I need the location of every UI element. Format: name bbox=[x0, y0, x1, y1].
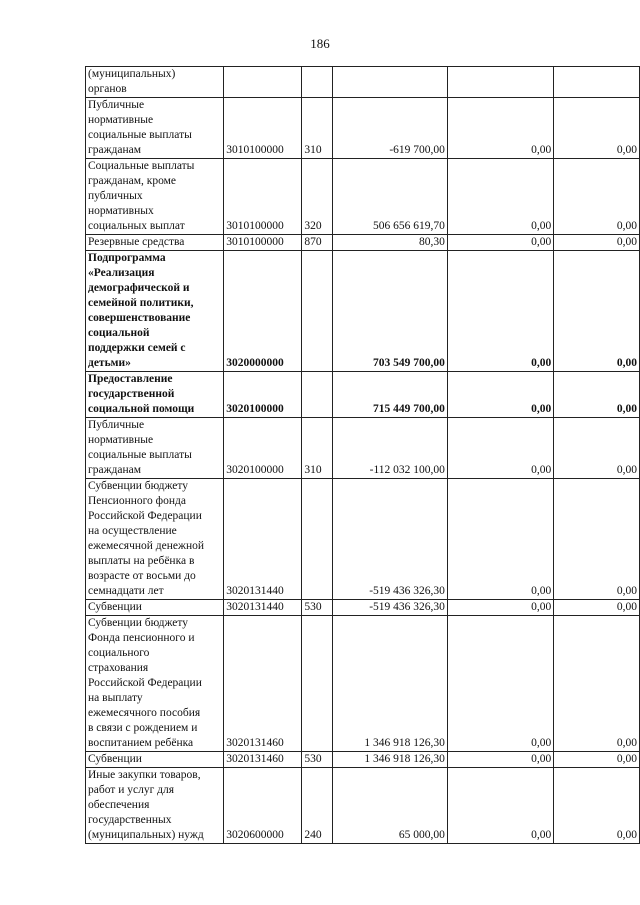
table-row bbox=[86, 67, 640, 98]
row-name-cell: Субвенции бюджету Фонда пенсионного и социального страхования Российской Федерации на выплату ежемесячного пособия в связи с рождением и воспитанием ребёнка bbox=[86, 616, 224, 752]
row-target-code-cell: 3010100000 bbox=[224, 98, 302, 159]
row-target-code-cell: 3020100000 bbox=[224, 418, 302, 479]
table-row bbox=[86, 98, 640, 159]
table-row bbox=[86, 372, 640, 418]
table-row bbox=[86, 752, 640, 768]
table-row bbox=[86, 251, 640, 372]
row-amount-cell: 80,30 bbox=[333, 235, 448, 251]
row-expense-kind-cell bbox=[302, 616, 333, 752]
row-second-year-cell: 0,00 bbox=[447, 768, 553, 844]
table-row bbox=[86, 159, 640, 235]
row-expense-kind-cell: 530 bbox=[302, 600, 333, 616]
row-amount-cell: 506 656 619,70 bbox=[333, 159, 448, 235]
table-row bbox=[86, 235, 640, 251]
row-amount-cell: 1 346 918 126,30 bbox=[333, 616, 448, 752]
row-amount-cell: 65 000,00 bbox=[333, 768, 448, 844]
row-expense-kind-cell: 320 bbox=[302, 159, 333, 235]
row-expense-kind-cell bbox=[302, 67, 333, 98]
row-third-year-cell bbox=[554, 67, 640, 98]
row-amount-cell bbox=[333, 67, 448, 98]
row-third-year-cell: 0,00 bbox=[554, 752, 640, 768]
row-amount-cell: 1 346 918 126,30 bbox=[333, 752, 448, 768]
row-name-cell: Предоставление государственной социальной помощи bbox=[86, 372, 224, 418]
row-target-code-cell: 3020131440 bbox=[224, 600, 302, 616]
table-row bbox=[86, 418, 640, 479]
table-row bbox=[86, 768, 640, 844]
row-third-year-cell: 0,00 bbox=[554, 616, 640, 752]
row-expense-kind-cell: 310 bbox=[302, 98, 333, 159]
row-third-year-cell: 0,00 bbox=[554, 418, 640, 479]
table-row bbox=[86, 600, 640, 616]
row-third-year-cell: 0,00 bbox=[554, 159, 640, 235]
row-second-year-cell: 0,00 bbox=[447, 479, 553, 600]
row-target-code-cell bbox=[224, 67, 302, 98]
row-second-year-cell: 0,00 bbox=[447, 98, 553, 159]
row-second-year-cell: 0,00 bbox=[447, 752, 553, 768]
row-third-year-cell: 0,00 bbox=[554, 479, 640, 600]
row-second-year-cell: 0,00 bbox=[447, 418, 553, 479]
row-third-year-cell: 0,00 bbox=[554, 372, 640, 418]
budget-table bbox=[85, 66, 640, 844]
row-third-year-cell: 0,00 bbox=[554, 251, 640, 372]
row-second-year-cell: 0,00 bbox=[447, 159, 553, 235]
row-name-cell: Подпрограмма «Реализация демографической и семейной политики, совершенствование социальной поддержки семей с детьми» bbox=[86, 251, 224, 372]
page-number: 186 bbox=[310, 36, 330, 51]
row-amount-cell: -112 032 100,00 bbox=[333, 418, 448, 479]
row-third-year-cell: 0,00 bbox=[554, 98, 640, 159]
row-target-code-cell: 3020000000 bbox=[224, 251, 302, 372]
table-row bbox=[86, 479, 640, 600]
row-name-cell: Публичные нормативные социальные выплаты гражданам bbox=[86, 98, 224, 159]
row-target-code-cell: 3010100000 bbox=[224, 235, 302, 251]
row-second-year-cell: 0,00 bbox=[447, 616, 553, 752]
row-third-year-cell: 0,00 bbox=[554, 768, 640, 844]
row-target-code-cell: 3010100000 bbox=[224, 159, 302, 235]
row-second-year-cell: 0,00 bbox=[447, 251, 553, 372]
row-target-code-cell: 3020100000 bbox=[224, 372, 302, 418]
row-amount-cell: -519 436 326,30 bbox=[333, 479, 448, 600]
row-expense-kind-cell: 240 bbox=[302, 768, 333, 844]
row-second-year-cell: 0,00 bbox=[447, 372, 553, 418]
row-name-cell: Резервные средства bbox=[86, 235, 224, 251]
row-expense-kind-cell: 310 bbox=[302, 418, 333, 479]
row-name-cell: Социальные выплаты гражданам, кроме публичных нормативных социальных выплат bbox=[86, 159, 224, 235]
row-target-code-cell: 3020131460 bbox=[224, 752, 302, 768]
row-expense-kind-cell bbox=[302, 251, 333, 372]
row-target-code-cell: 3020600000 bbox=[224, 768, 302, 844]
row-second-year-cell bbox=[447, 67, 553, 98]
row-name-cell: Публичные нормативные социальные выплаты гражданам bbox=[86, 418, 224, 479]
row-expense-kind-cell: 530 bbox=[302, 752, 333, 768]
row-expense-kind-cell bbox=[302, 372, 333, 418]
row-name-cell: Иные закупки товаров, работ и услуг для обеспечения государственных (муниципальных) нужд bbox=[86, 768, 224, 844]
row-amount-cell: -619 700,00 bbox=[333, 98, 448, 159]
row-name-cell: Субвенции bbox=[86, 752, 224, 768]
row-name-cell: Субвенции бюджету Пенсионного фонда Российской Федерации на осуществление ежемесячной денежной выплаты на ребёнка в возрасте от восьми до семнадцати лет bbox=[86, 479, 224, 600]
budget-table-body bbox=[86, 67, 640, 844]
row-third-year-cell: 0,00 bbox=[554, 235, 640, 251]
row-target-code-cell: 3020131440 bbox=[224, 479, 302, 600]
row-name-cell: (муниципальных) органов bbox=[86, 67, 224, 98]
row-expense-kind-cell bbox=[302, 479, 333, 600]
row-third-year-cell: 0,00 bbox=[554, 600, 640, 616]
row-second-year-cell: 0,00 bbox=[447, 600, 553, 616]
row-target-code-cell: 3020131460 bbox=[224, 616, 302, 752]
table-row bbox=[86, 616, 640, 752]
row-second-year-cell: 0,00 bbox=[447, 235, 553, 251]
row-name-cell: Субвенции bbox=[86, 600, 224, 616]
row-amount-cell: -519 436 326,30 bbox=[333, 600, 448, 616]
row-amount-cell: 703 549 700,00 bbox=[333, 251, 448, 372]
row-amount-cell: 715 449 700,00 bbox=[333, 372, 448, 418]
row-expense-kind-cell: 870 bbox=[302, 235, 333, 251]
